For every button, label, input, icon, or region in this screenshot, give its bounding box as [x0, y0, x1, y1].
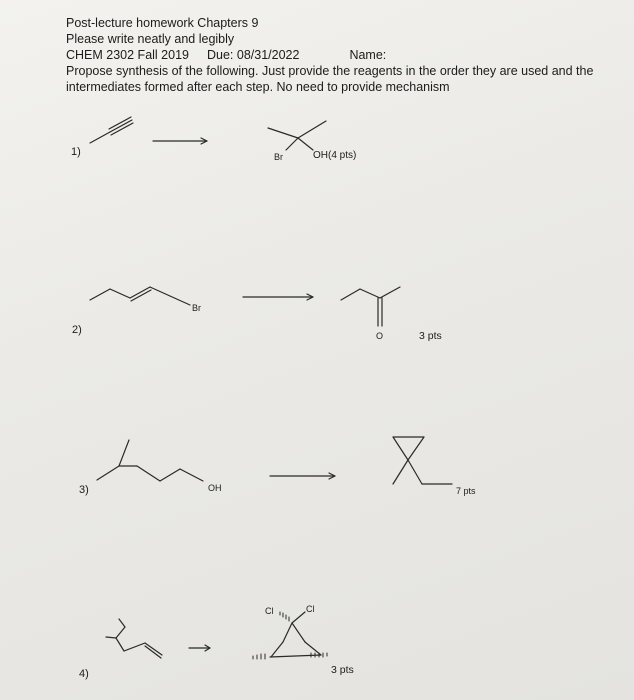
name-label: Name: [349, 48, 387, 62]
p2-arrow [243, 294, 313, 300]
p4-reactant [106, 619, 162, 658]
p3-points: 7 pts [456, 486, 476, 496]
p3-oh-label: OH [208, 483, 222, 493]
due-date: Due: 08/31/2022 [206, 48, 300, 62]
p1-reactant-alkyne [90, 117, 133, 143]
p2-product [341, 287, 400, 326]
prompt: Propose synthesis of the following. Just provide the reagents in the order they are used and the intermediates formed after each step. No need to provide mechanism [66, 64, 594, 94]
p3-arrow [270, 473, 335, 479]
p1-br-label: Br [274, 152, 283, 162]
p3-product [393, 437, 452, 484]
p4-hash-bonds [253, 612, 327, 659]
p4-arrow [189, 645, 210, 651]
p4-product [270, 612, 321, 657]
p4-cl-left-label: Cl [265, 606, 274, 616]
p1-oh-label: OH(4 pts) [313, 150, 357, 161]
problem-3-number: 3) [79, 484, 89, 496]
p4-cl-right-label: Cl [306, 604, 315, 614]
instruction: Please write neatly and legibly [66, 32, 235, 46]
p1-arrow [153, 138, 207, 144]
p2-points: 3 pts [419, 330, 442, 342]
problem-4-number: 4) [79, 668, 89, 680]
p4-points: 3 pts [331, 664, 354, 676]
problem-1-number: 1) [71, 146, 81, 158]
p3-reactant [97, 440, 203, 481]
p2-br-label: Br [192, 303, 201, 313]
p1-product [268, 121, 326, 150]
course: CHEM 2302 Fall 2019 [66, 48, 189, 62]
problem-2-number: 2) [72, 324, 82, 336]
title: Post-lecture homework Chapters 9 [66, 16, 259, 30]
p2-o-label: O [376, 331, 384, 341]
p2-reactant [90, 287, 190, 305]
